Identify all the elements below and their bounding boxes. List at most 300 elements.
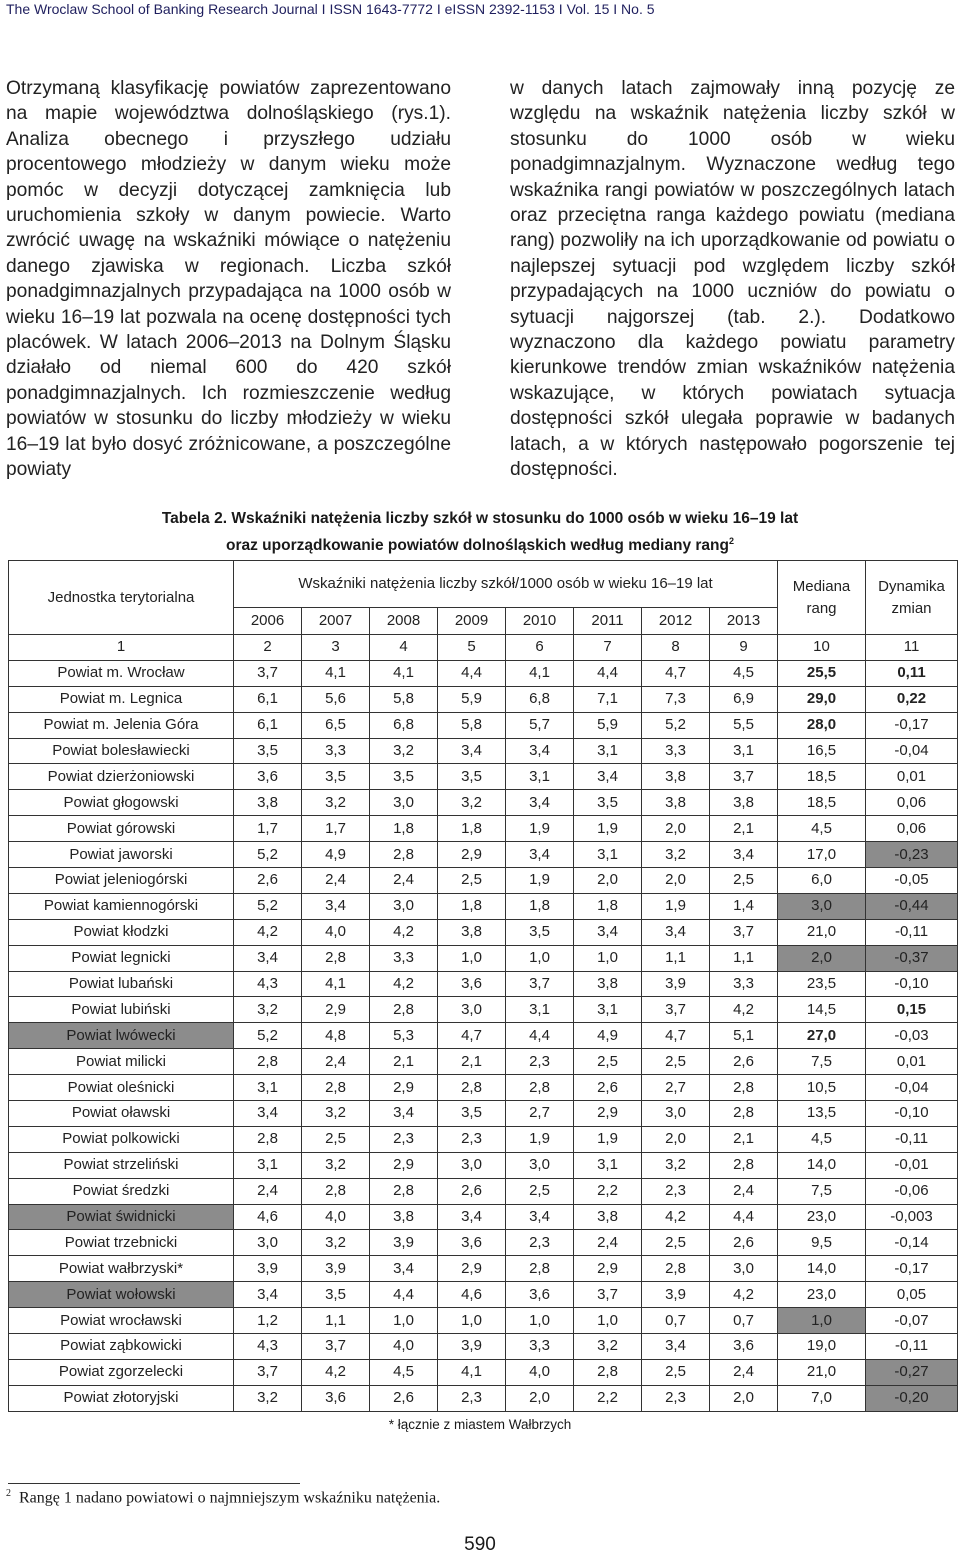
indicator-cell: 3,1 (234, 1075, 302, 1101)
indicator-cell: 2,8 (302, 1075, 370, 1101)
unit-name-cell: Powiat ząbkowicki (9, 1334, 234, 1360)
indicator-cell: 1,8 (438, 816, 506, 842)
indicator-cell: 2,9 (370, 1152, 438, 1178)
indicator-cell: 1,4 (710, 893, 778, 919)
table-row (9, 660, 958, 686)
unit-name-cell: Powiat m. Jelenia Góra (9, 712, 234, 738)
indicator-cell: 7,3 (642, 686, 710, 712)
indicator-cell: 4,2 (710, 997, 778, 1023)
indicator-cell: 3,2 (574, 1334, 642, 1360)
median-cell: 6,0 (778, 868, 866, 894)
median-cell: 16,5 (778, 738, 866, 764)
indicator-cell: 3,4 (234, 1282, 302, 1308)
median-cell: 2,0 (778, 945, 866, 971)
indicator-cell: 1,0 (438, 1308, 506, 1334)
dynamics-cell: -0,07 (866, 1308, 958, 1334)
data-table (8, 560, 958, 1412)
median-cell: 19,0 (778, 1334, 866, 1360)
table-row (9, 1308, 958, 1334)
table-row (9, 1126, 958, 1152)
indicator-cell: 2,6 (438, 1178, 506, 1204)
indicator-cell: 1,0 (438, 945, 506, 971)
table-row (9, 1359, 958, 1385)
indicator-cell: 4,9 (574, 1023, 642, 1049)
median-cell: 9,5 (778, 1230, 866, 1256)
indicator-cell: 4,4 (574, 660, 642, 686)
indicator-cell: 2,8 (710, 1101, 778, 1127)
indicator-cell: 3,9 (370, 1230, 438, 1256)
indicator-cell: 4,1 (302, 660, 370, 686)
indicator-cell: 5,8 (370, 686, 438, 712)
indicator-cell: 3,0 (710, 1256, 778, 1282)
indicator-cell: 4,7 (642, 1023, 710, 1049)
indicator-cell: 2,3 (506, 1049, 574, 1075)
indicator-cell: 3,3 (710, 971, 778, 997)
indicator-cell: 5,2 (642, 712, 710, 738)
unit-name-cell: Powiat m. Legnica (9, 686, 234, 712)
column-number: 4 (370, 635, 438, 661)
indicator-cell: 2,5 (574, 1049, 642, 1075)
table-row (9, 1101, 958, 1127)
indicator-cell: 2,8 (438, 1075, 506, 1101)
page-number: 590 (464, 1534, 496, 1555)
unit-name-cell: Powiat głogowski (9, 790, 234, 816)
indicator-cell: 4,2 (370, 971, 438, 997)
indicator-cell: 6,1 (234, 712, 302, 738)
indicator-cell: 3,4 (506, 1204, 574, 1230)
dynamics-cell: -0,44 (866, 893, 958, 919)
footnote-reference: 2 (728, 536, 734, 546)
indicator-cell: 2,5 (642, 1049, 710, 1075)
indicator-cell: 3,5 (506, 919, 574, 945)
indicator-cell: 3,6 (234, 764, 302, 790)
dynamics-cell: 0,01 (866, 764, 958, 790)
body-text-right-column: w danych latach zajmowały inną pozycję ze względu na wskaźnik natężenia liczby szkół w stosunku do 1000 osób w wieku ponadgimnazjalnym. Wyznaczone według tego wskaźnika rangi powiatów w poszczególnych latach oraz przeciętna ranga każdego powiatu (mediana rang) pozwoliły na ich uporządkowanie od powiatu o najlepszej sytuacji pod względem liczby szkół przypadających na 1000 uczniów do powiatu o sytuacji najgorszej (tab. 2.). Dodatkowo wyznaczono dla każdego powiatu parametry kierunkowe trendów zmian wskaźników natężenia wskazujące, w których powiatach sytuacja dostępności szkół ulegała poprawie w badanych latach, a w których następowało pogorszenie tej dostępności. (510, 78, 955, 481)
indicator-cell: 1,8 (506, 893, 574, 919)
median-cell: 7,5 (778, 1178, 866, 1204)
indicator-cell: 2,8 (234, 1049, 302, 1075)
indicator-cell: 4,1 (302, 971, 370, 997)
indicator-cell: 3,6 (506, 1282, 574, 1308)
indicator-cell: 3,8 (234, 790, 302, 816)
indicator-cell: 3,2 (642, 842, 710, 868)
indicator-cell: 2,6 (370, 1385, 438, 1411)
indicator-cell: 1,8 (438, 893, 506, 919)
indicator-cell: 2,4 (234, 1178, 302, 1204)
table-row (9, 893, 958, 919)
indicator-cell: 1,9 (506, 868, 574, 894)
indicator-cell: 3,3 (642, 738, 710, 764)
unit-name-cell: Powiat lubański (9, 971, 234, 997)
median-cell: 21,0 (778, 1359, 866, 1385)
indicator-cell: 2,8 (506, 1256, 574, 1282)
table-row (9, 997, 958, 1023)
indicator-cell: 3,5 (438, 1101, 506, 1127)
indicator-cell: 2,8 (302, 945, 370, 971)
indicator-cell: 2,5 (710, 868, 778, 894)
indicator-cell: 1,8 (370, 816, 438, 842)
indicator-cell: 1,0 (370, 1308, 438, 1334)
indicator-cell: 5,6 (302, 686, 370, 712)
indicator-cell: 3,4 (506, 790, 574, 816)
indicator-cell: 3,2 (302, 1101, 370, 1127)
indicator-cell: 1,8 (574, 893, 642, 919)
median-cell: 27,0 (778, 1023, 866, 1049)
indicator-cell: 3,1 (574, 842, 642, 868)
indicator-cell: 3,2 (302, 790, 370, 816)
unit-name-cell: Powiat m. Wrocław (9, 660, 234, 686)
indicator-cell: 2,3 (642, 1178, 710, 1204)
indicator-cell: 1,1 (302, 1308, 370, 1334)
unit-name-cell: Powiat polkowicki (9, 1126, 234, 1152)
indicator-cell: 5,5 (710, 712, 778, 738)
indicator-cell: 4,1 (370, 660, 438, 686)
median-cell: 3,0 (778, 893, 866, 919)
indicator-cell: 4,8 (302, 1023, 370, 1049)
header-year-2006: 2006 (234, 608, 302, 635)
indicator-cell: 4,5 (710, 660, 778, 686)
column-number: 7 (574, 635, 642, 661)
unit-name-cell: Powiat jaworski (9, 842, 234, 868)
indicator-cell: 3,6 (710, 1334, 778, 1360)
indicator-cell: 3,5 (302, 1282, 370, 1308)
dynamics-cell: -0,03 (866, 1023, 958, 1049)
indicator-cell: 1,9 (506, 816, 574, 842)
indicator-cell: 4,2 (370, 919, 438, 945)
dynamics-cell: -0,14 (866, 1230, 958, 1256)
header-year-2009: 2009 (438, 608, 506, 635)
indicator-cell: 5,9 (574, 712, 642, 738)
footnote-divider (8, 1483, 300, 1484)
indicator-cell: 4,9 (302, 842, 370, 868)
dynamics-cell: -0,10 (866, 971, 958, 997)
indicator-cell: 3,2 (302, 1152, 370, 1178)
indicator-cell: 3,0 (370, 893, 438, 919)
unit-name-cell: Powiat kamiennogórski (9, 893, 234, 919)
indicator-cell: 2,9 (370, 1075, 438, 1101)
indicator-cell: 5,7 (506, 712, 574, 738)
journal-header: The Wroclaw School of Banking Research Journal I ISSN 1643-7772 I eISSN 2392-1153 I Vol. 15 I No. 5 (6, 1, 655, 17)
indicator-cell: 4,2 (302, 1359, 370, 1385)
median-cell: 23,0 (778, 1204, 866, 1230)
median-cell: 18,5 (778, 764, 866, 790)
table-row (9, 712, 958, 738)
dynamics-cell: -0,23 (866, 842, 958, 868)
indicator-cell: 3,6 (302, 1385, 370, 1411)
dynamics-cell: -0,06 (866, 1178, 958, 1204)
indicator-cell: 3,4 (642, 919, 710, 945)
median-cell: 1,0 (778, 1308, 866, 1334)
indicator-cell: 4,2 (234, 919, 302, 945)
indicator-cell: 3,7 (234, 1359, 302, 1385)
unit-name-cell: Powiat bolesławiecki (9, 738, 234, 764)
dynamics-cell: -0,27 (866, 1359, 958, 1385)
indicator-cell: 4,6 (438, 1282, 506, 1308)
indicator-cell: 1,0 (506, 1308, 574, 1334)
indicator-cell: 2,8 (234, 1126, 302, 1152)
indicator-cell: 3,5 (234, 738, 302, 764)
unit-name-cell: Powiat złotoryjski (9, 1385, 234, 1411)
indicator-cell: 2,8 (370, 1178, 438, 1204)
indicator-cell: 3,7 (574, 1282, 642, 1308)
indicator-cell: 2,0 (642, 868, 710, 894)
indicator-cell: 1,1 (642, 945, 710, 971)
indicator-cell: 2,3 (438, 1385, 506, 1411)
indicator-cell: 4,4 (370, 1282, 438, 1308)
indicator-cell: 2,4 (710, 1178, 778, 1204)
table-caption (0, 508, 960, 557)
table-row (9, 1230, 958, 1256)
unit-name-cell: Powiat wałbrzyski* (9, 1256, 234, 1282)
indicator-cell: 3,4 (574, 919, 642, 945)
indicator-cell: 3,5 (438, 764, 506, 790)
table-row (9, 790, 958, 816)
median-cell: 21,0 (778, 919, 866, 945)
indicator-cell: 3,1 (710, 738, 778, 764)
footnote-text: Rangę 1 nadano powiatowi o najmniejszym wskaźniku natężenia. (19, 1489, 441, 1507)
table-row (9, 971, 958, 997)
indicator-cell: 4,0 (506, 1359, 574, 1385)
indicator-cell: 3,9 (302, 1256, 370, 1282)
column-number: 5 (438, 635, 506, 661)
indicator-cell: 4,7 (642, 660, 710, 686)
indicator-cell: 4,0 (302, 919, 370, 945)
dynamics-cell: -0,003 (866, 1204, 958, 1230)
indicator-cell: 3,4 (234, 945, 302, 971)
indicator-cell: 3,2 (438, 790, 506, 816)
indicator-cell: 5,8 (438, 712, 506, 738)
median-cell: 14,0 (778, 1256, 866, 1282)
indicator-cell: 3,1 (506, 764, 574, 790)
indicator-cell: 2,8 (642, 1256, 710, 1282)
indicator-cell: 2,1 (438, 1049, 506, 1075)
indicator-cell: 5,2 (234, 842, 302, 868)
header-dynamics: Dynamika zmian (866, 561, 958, 635)
indicator-cell: 4,4 (506, 1023, 574, 1049)
indicator-cell: 2,1 (710, 816, 778, 842)
table-row (9, 945, 958, 971)
unit-name-cell: Powiat legnicki (9, 945, 234, 971)
header-year-2007: 2007 (302, 608, 370, 635)
indicator-cell: 2,3 (438, 1126, 506, 1152)
dynamics-cell: 0,11 (866, 660, 958, 686)
column-number: 11 (866, 635, 958, 661)
indicator-cell: 7,1 (574, 686, 642, 712)
indicator-cell: 4,5 (370, 1359, 438, 1385)
indicator-cell: 3,7 (642, 997, 710, 1023)
indicator-cell: 3,0 (234, 1230, 302, 1256)
table-caption-line-2: oraz uporządkowanie powiatów dolnośląskich według mediany rang$^2$ (226, 536, 734, 555)
indicator-cell: 3,0 (642, 1101, 710, 1127)
indicator-cell: 2,3 (506, 1230, 574, 1256)
indicator-cell: 3,8 (710, 790, 778, 816)
indicator-cell: 2,8 (574, 1359, 642, 1385)
indicator-cell: 3,6 (438, 971, 506, 997)
indicator-cell: 2,9 (574, 1101, 642, 1127)
indicator-cell: 3,1 (574, 1152, 642, 1178)
dynamics-cell: -0,17 (866, 1256, 958, 1282)
indicator-cell: 2,2 (574, 1385, 642, 1411)
indicator-cell: 3,7 (710, 764, 778, 790)
median-cell: 7,5 (778, 1049, 866, 1075)
median-cell: 18,5 (778, 790, 866, 816)
column-number: 3 (302, 635, 370, 661)
indicator-cell: 3,5 (370, 764, 438, 790)
indicator-cell: 2,0 (710, 1385, 778, 1411)
indicator-cell: 3,1 (506, 997, 574, 1023)
unit-name-cell: Powiat lubiński (9, 997, 234, 1023)
indicator-cell: 2,8 (370, 842, 438, 868)
dynamics-cell: -0,37 (866, 945, 958, 971)
indicator-cell: 2,8 (710, 1075, 778, 1101)
indicator-cell: 3,2 (370, 738, 438, 764)
indicator-cell: 3,4 (302, 893, 370, 919)
indicator-cell: 1,9 (574, 816, 642, 842)
indicator-cell: 3,8 (438, 919, 506, 945)
indicator-cell: 2,5 (506, 1178, 574, 1204)
indicator-cell: 1,9 (506, 1126, 574, 1152)
dynamics-cell: -0,11 (866, 1334, 958, 1360)
indicator-cell: 2,5 (642, 1359, 710, 1385)
indicator-cell: 2,9 (438, 842, 506, 868)
dynamics-cell: -0,17 (866, 712, 958, 738)
header-year-2010: 2010 (506, 608, 574, 635)
indicator-cell: 1,0 (574, 1308, 642, 1334)
table-row (9, 1049, 958, 1075)
indicator-cell: 2,8 (506, 1075, 574, 1101)
column-number: 10 (778, 635, 866, 661)
indicator-cell: 3,7 (302, 1334, 370, 1360)
footnote-mark: 2 (6, 1488, 11, 1499)
indicator-cell: 3,2 (302, 1230, 370, 1256)
indicator-cell: 3,1 (574, 738, 642, 764)
indicator-cell: 3,0 (370, 790, 438, 816)
unit-name-cell: Powiat oleśnicki (9, 1075, 234, 1101)
indicator-cell: 3,7 (234, 660, 302, 686)
indicator-cell: 0,7 (642, 1308, 710, 1334)
median-cell: 28,0 (778, 712, 866, 738)
unit-name-cell: Powiat jeleniogórski (9, 868, 234, 894)
table-row (9, 764, 958, 790)
indicator-cell: 2,4 (370, 868, 438, 894)
indicator-cell: 3,4 (438, 1204, 506, 1230)
table-row (9, 919, 958, 945)
indicator-cell: 5,1 (710, 1023, 778, 1049)
indicator-cell: 1,7 (302, 816, 370, 842)
indicator-cell: 3,4 (370, 1256, 438, 1282)
median-cell: 14,5 (778, 997, 866, 1023)
indicator-cell: 6,9 (710, 686, 778, 712)
indicator-cell: 3,8 (574, 971, 642, 997)
body-text-left-column: Otrzymaną klasyfikację powiatów zaprezentowano na mapie województwa dolnośląskiego (rys.1). Analiza obecnego i przyszłego udziału procentowego młodzieży w danym wieku może pomóc w decyzji dotyczącej zamknięcia lub uruchomienia szkoły w danym powiecie. Warto zwrócić uwagę na wskaźniki mówiące o natężeniu danego zjawiska w regionach. Liczba szkół ponadgimnazjalnych przypadająca na 1000 osób w wieku 16–19 lat pozwala na ocenę dostępności tych placówek. W latach 2006–2013 na Dolnym Śląsku działało od niemal 600 do 420 szkół ponadgimnazjalnych. Ich rozmieszczenie według powiatów w stosunku do liczby młodzieży w wieku 16–19 lat było dosyć zróżnicowane, a poszczególne powiaty (6, 78, 451, 481)
indicator-cell: 2,0 (642, 1126, 710, 1152)
indicator-cell: 1,9 (642, 893, 710, 919)
unit-name-cell: Powiat oławski (9, 1101, 234, 1127)
indicator-cell: 2,3 (370, 1126, 438, 1152)
indicator-cell: 6,5 (302, 712, 370, 738)
dynamics-cell: 0,15 (866, 997, 958, 1023)
indicator-cell: 4,4 (710, 1204, 778, 1230)
indicator-cell: 1,9 (574, 1126, 642, 1152)
indicator-cell: 4,6 (234, 1204, 302, 1230)
indicator-cell: 2,9 (438, 1256, 506, 1282)
indicator-cell: 3,3 (506, 1334, 574, 1360)
indicator-cell: 2,1 (370, 1049, 438, 1075)
dynamics-cell: -0,01 (866, 1152, 958, 1178)
median-cell: 17,0 (778, 842, 866, 868)
column-number: 8 (642, 635, 710, 661)
unit-name-cell: Powiat górowski (9, 816, 234, 842)
indicator-cell: 2,0 (574, 868, 642, 894)
indicator-cell: 1,0 (506, 945, 574, 971)
indicator-cell: 3,3 (370, 945, 438, 971)
unit-name-cell: Powiat milicki (9, 1049, 234, 1075)
header-indicator-group: Wskaźniki natężenia liczby szkół/1000 osób w wieku 16–19 lat (234, 561, 778, 608)
indicator-cell: 1,0 (574, 945, 642, 971)
indicator-cell: 6,8 (370, 712, 438, 738)
unit-name-cell: Powiat strzeliński (9, 1152, 234, 1178)
indicator-cell: 4,3 (234, 1334, 302, 1360)
unit-name-cell: Powiat kłodzki (9, 919, 234, 945)
table-row (9, 1075, 958, 1101)
indicator-cell: 5,2 (234, 893, 302, 919)
indicator-cell: 3,4 (370, 1101, 438, 1127)
table-row (9, 1023, 958, 1049)
dynamics-cell: 0,06 (866, 790, 958, 816)
indicator-cell: 5,9 (438, 686, 506, 712)
indicator-cell: 2,6 (574, 1075, 642, 1101)
indicator-cell: 5,3 (370, 1023, 438, 1049)
indicator-cell: 1,1 (710, 945, 778, 971)
indicator-cell: 3,5 (302, 764, 370, 790)
indicator-cell: 3,0 (438, 1152, 506, 1178)
indicator-cell: 3,9 (234, 1256, 302, 1282)
indicator-cell: 3,1 (234, 1152, 302, 1178)
indicator-cell: 3,8 (642, 790, 710, 816)
indicator-cell: 2,8 (302, 1178, 370, 1204)
median-cell: 23,0 (778, 1282, 866, 1308)
median-cell: 4,5 (778, 1126, 866, 1152)
indicator-cell: 3,4 (506, 738, 574, 764)
table-note: * łącznie z miastem Wałbrzych (388, 1417, 572, 1432)
indicator-cell: 3,4 (642, 1334, 710, 1360)
indicator-cell: 3,0 (506, 1152, 574, 1178)
median-cell: 10,5 (778, 1075, 866, 1101)
indicator-cell: 3,4 (234, 1101, 302, 1127)
indicator-cell: 3,3 (302, 738, 370, 764)
unit-name-cell: Powiat zgorzelecki (9, 1359, 234, 1385)
dynamics-cell: -0,04 (866, 1075, 958, 1101)
indicator-cell: 4,1 (438, 1359, 506, 1385)
unit-name-cell: Powiat dzierżoniowski (9, 764, 234, 790)
header-year-2013: 2013 (710, 608, 778, 635)
indicator-cell: 3,4 (438, 738, 506, 764)
indicator-cell: 3,5 (574, 790, 642, 816)
table-row (9, 1256, 958, 1282)
indicator-cell: 4,3 (234, 971, 302, 997)
indicator-cell: 3,0 (438, 997, 506, 1023)
indicator-cell: 4,2 (710, 1282, 778, 1308)
unit-name-cell: Powiat lwówecki (9, 1023, 234, 1049)
indicator-cell: 2,9 (302, 997, 370, 1023)
indicator-cell: 3,8 (642, 764, 710, 790)
indicator-cell: 3,9 (642, 971, 710, 997)
median-cell: 14,0 (778, 1152, 866, 1178)
dynamics-cell: 0,05 (866, 1282, 958, 1308)
table-row (9, 868, 958, 894)
column-number: 9 (710, 635, 778, 661)
indicator-cell: 2,5 (438, 868, 506, 894)
